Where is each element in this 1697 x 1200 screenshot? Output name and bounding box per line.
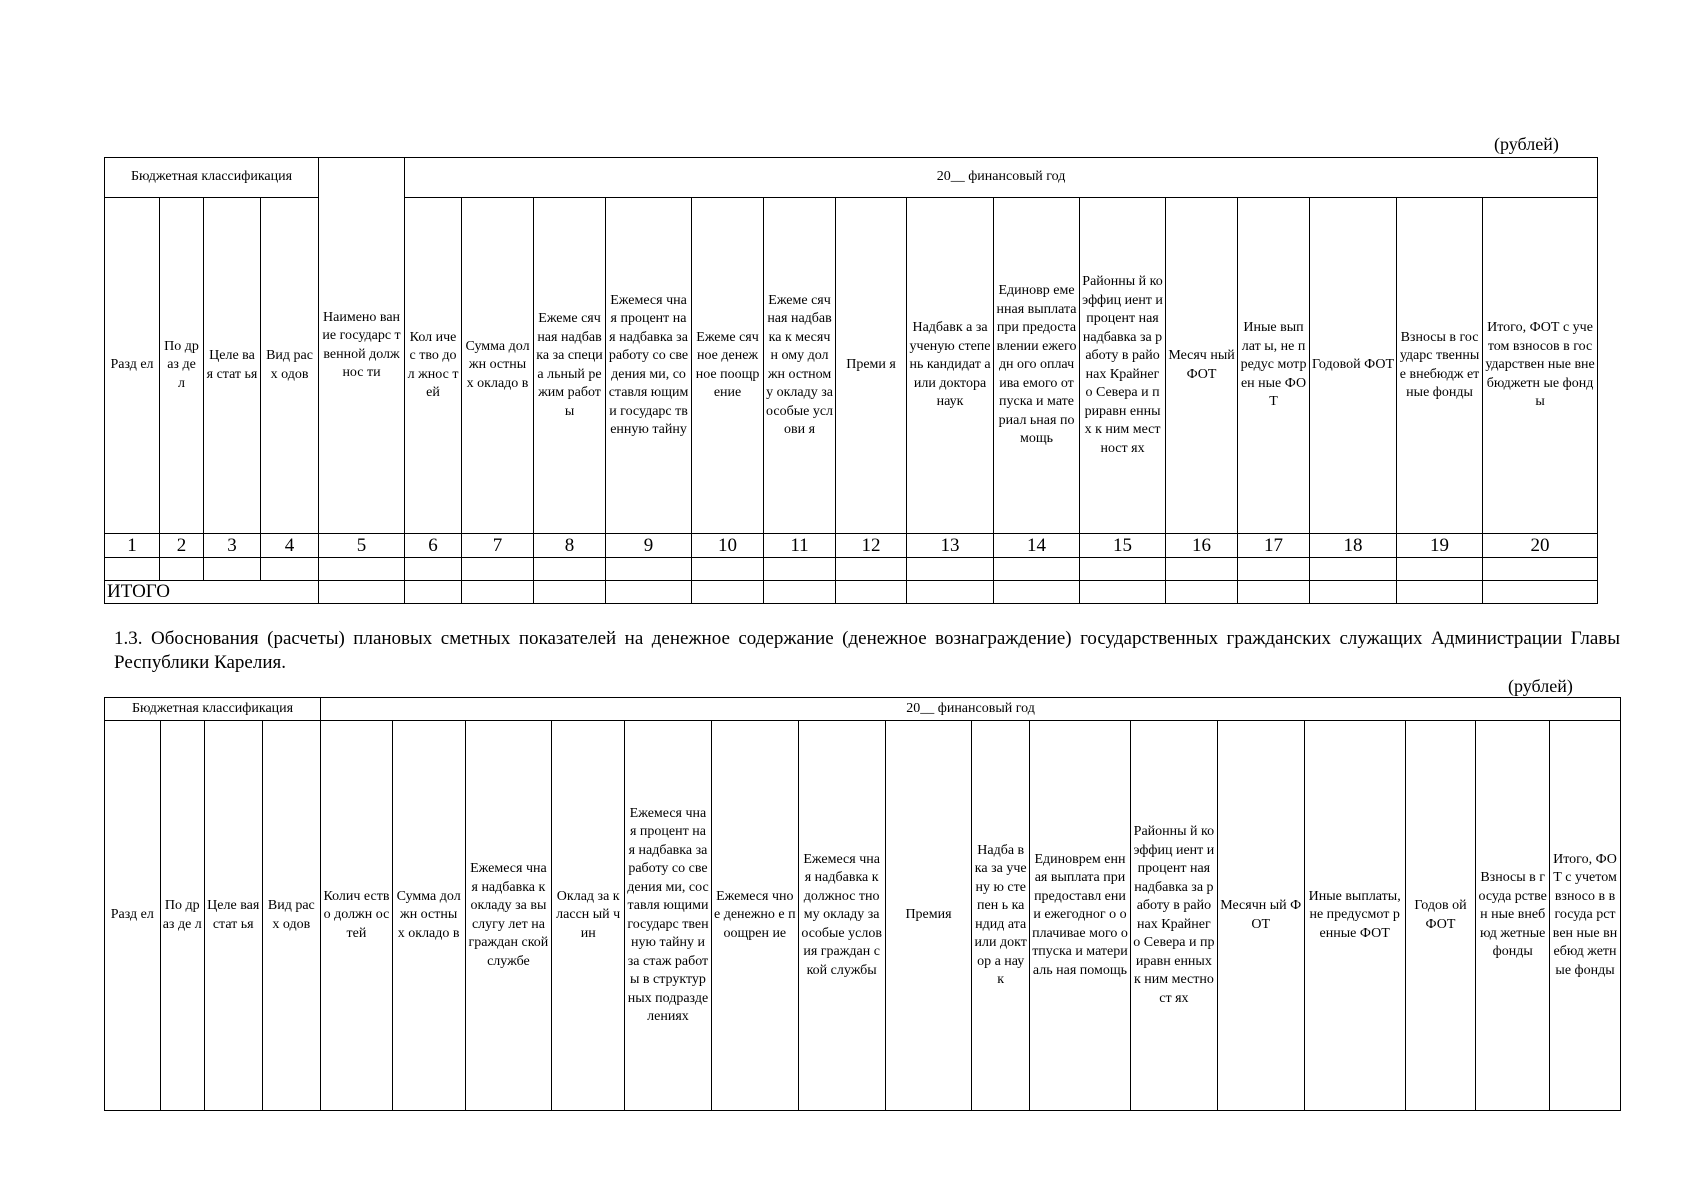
empty-cell bbox=[1238, 558, 1310, 581]
budget-classification-header: Бюджетная классификация bbox=[105, 158, 319, 198]
empty-cell bbox=[1238, 581, 1310, 604]
table-row-total bbox=[105, 581, 1598, 604]
empty-cell bbox=[319, 581, 405, 604]
col-header-18: Годовой ФОТ bbox=[1310, 198, 1397, 534]
col-header-20: Итого, ФОТ с учетом взносо в в госуда рствен ные внебюд жетные фонды bbox=[1550, 721, 1621, 1111]
fiscal-year-header: 20__ финансовый год bbox=[405, 158, 1598, 198]
col-number: 5 bbox=[319, 534, 405, 558]
col-number: 8 bbox=[534, 534, 606, 558]
empty-cell bbox=[534, 581, 606, 604]
col-header-5: Колич ество должн остей bbox=[321, 721, 393, 1111]
col-header-10: Ежеме сячное денеж ное поощр ение bbox=[692, 198, 764, 534]
col-header-15: Районны й коэффиц иент и процент ная надбавка за работу в районах Крайнег о Севера и приравн енных к ним местност ях bbox=[1130, 721, 1217, 1111]
empty-cell bbox=[1310, 558, 1397, 581]
col-number: 11 bbox=[764, 534, 836, 558]
col-header-16: Месячн ый ФОТ bbox=[1217, 721, 1304, 1111]
col-number: 3 bbox=[204, 534, 261, 558]
empty-cell bbox=[836, 581, 907, 604]
table-civil-servants-pay bbox=[104, 697, 1621, 1111]
col-header-12: Преми я bbox=[836, 198, 907, 534]
empty-cell bbox=[405, 558, 462, 581]
col-number: 2 bbox=[160, 534, 204, 558]
empty-cell bbox=[1397, 558, 1483, 581]
empty-cell bbox=[462, 581, 534, 604]
empty-cell bbox=[907, 581, 994, 604]
empty-cell bbox=[534, 558, 606, 581]
empty-cell bbox=[105, 558, 160, 581]
col-header-17: Иные выплаты, не предусмот ренные ФОТ bbox=[1304, 721, 1405, 1111]
col-number: 13 bbox=[907, 534, 994, 558]
col-header-11: Ежеме сячная надбав ка к месячн ому должн остном у окладу за особые услови я bbox=[764, 198, 836, 534]
empty-cell bbox=[1483, 558, 1598, 581]
col-number: 20 bbox=[1483, 534, 1598, 558]
col-header-7: Ежемеся чная надбавка к окладу за выслугу лет на граждан ской службе bbox=[465, 721, 552, 1111]
col-number: 7 bbox=[462, 534, 534, 558]
col-number: 9 bbox=[606, 534, 692, 558]
col-header-2: По др аз де л bbox=[160, 721, 204, 1111]
empty-cell bbox=[606, 558, 692, 581]
total-label: ИТОГО bbox=[105, 581, 319, 604]
col-number: 18 bbox=[1310, 534, 1397, 558]
col-number: 14 bbox=[994, 534, 1080, 558]
col-header-1: Разд ел bbox=[105, 198, 160, 534]
col-header-1: Разд ел bbox=[105, 721, 161, 1111]
empty-cell bbox=[261, 558, 319, 581]
col-header-3: Целе вая стат ья bbox=[204, 721, 262, 1111]
empty-cell bbox=[160, 558, 204, 581]
col-header-18: Годов ой ФОТ bbox=[1405, 721, 1476, 1111]
col-number: 15 bbox=[1080, 534, 1166, 558]
empty-cell bbox=[836, 558, 907, 581]
empty-cell bbox=[1483, 581, 1598, 604]
col-header-3: Целе вая стат ья bbox=[204, 198, 261, 534]
col-header-10: Ежемеся чное денежно е поощрен ие bbox=[711, 721, 798, 1111]
col-header-6: Кол ичес тво дол жнос тей bbox=[405, 198, 462, 534]
col-header-4: Вид расх одов bbox=[262, 721, 321, 1111]
col-header-15: Районны й коэффиц иент и процент ная надбавка за работу в районах Крайнег о Севера и приравн енных к ним местност ях bbox=[1080, 198, 1166, 534]
col-header-8: Оклад за классн ый чин bbox=[552, 721, 625, 1111]
col-header-14: Единовр еменная выплата при предоста влении ежегодн ого оплачива емого отпуска и материал ьная помощь bbox=[994, 198, 1080, 534]
empty-cell bbox=[692, 581, 764, 604]
col-header-5: Наимено вание государс твенной должнос ти bbox=[319, 158, 405, 534]
col-header-6: Сумма должн остны х окладо в bbox=[392, 721, 465, 1111]
empty-cell bbox=[1080, 581, 1166, 604]
col-header-11: Ежемеся чная надбавка к должнос тному окладу за особые условия граждан ской службы bbox=[798, 721, 885, 1111]
empty-cell bbox=[462, 558, 534, 581]
empty-cell bbox=[1310, 581, 1397, 604]
col-number: 10 bbox=[692, 534, 764, 558]
empty-cell bbox=[692, 558, 764, 581]
col-header-13: Надба вка за учену ю степен ь кандид ата или доктор а наук bbox=[972, 721, 1030, 1111]
col-header-19: Взносы в государс твенные внебюдж етные фонды bbox=[1397, 198, 1483, 534]
empty-cell bbox=[405, 581, 462, 604]
col-header-17: Иные выплат ы, не предус мотрен ные ФОТ bbox=[1238, 198, 1310, 534]
col-header-14: Единоврем енная выплата при предоставл ении ежегодног о оплачивае мого отпуска и материаль ная помощь bbox=[1029, 721, 1130, 1111]
col-number: 12 bbox=[836, 534, 907, 558]
empty-cell bbox=[606, 581, 692, 604]
empty-cell bbox=[994, 581, 1080, 604]
empty-cell bbox=[1166, 581, 1238, 604]
col-header-12: Премия bbox=[885, 721, 972, 1111]
col-header-16: Месяч ный ФОТ bbox=[1166, 198, 1238, 534]
col-header-2: По др аз де л bbox=[160, 198, 204, 534]
empty-cell bbox=[994, 558, 1080, 581]
col-number: 6 bbox=[405, 534, 462, 558]
col-header-7: Сумма должн остны х окладо в bbox=[462, 198, 534, 534]
fiscal-year-header: 20__ финансовый год bbox=[321, 698, 1621, 721]
empty-cell bbox=[1397, 581, 1483, 604]
unit-label-table1: (рублей) bbox=[1494, 134, 1559, 154]
table-fot-positions bbox=[104, 157, 1598, 604]
col-header-9: Ежемеся чная процент ная надбавка за работу со сведения ми, составля ющими государс твенную тайну bbox=[606, 198, 692, 534]
col-header-19: Взносы в госуда рствен ные внебюд жетные фонды bbox=[1476, 721, 1550, 1111]
unit-label-table2: (рублей) bbox=[1508, 676, 1573, 696]
col-number: 1 bbox=[105, 534, 160, 558]
col-number: 4 bbox=[261, 534, 319, 558]
col-number: 16 bbox=[1166, 534, 1238, 558]
col-header-13: Надбавк а за ученую степень кандидат а или доктора наук bbox=[907, 198, 994, 534]
table-row-empty bbox=[105, 558, 1598, 581]
section-title: 1.3. Обоснования (расчеты) плановых сметных показателей на денежное содержание (денежное вознаграждение) государственных гражданских служащих Администрации Главы Республики Карелия. bbox=[114, 628, 1620, 673]
empty-cell bbox=[1166, 558, 1238, 581]
budget-classification-header: Бюджетная классификация bbox=[105, 698, 321, 721]
col-header-4: Вид расх одов bbox=[261, 198, 319, 534]
empty-cell bbox=[1080, 558, 1166, 581]
col-header-9: Ежемеся чная процент ная надбавка за работу со сведения ми, составля ющими государс твенную тайну и за стаж работы в структур ных подразде лениях bbox=[625, 721, 712, 1111]
empty-cell bbox=[764, 558, 836, 581]
col-header-20: Итого, ФОТ с учетом взносов в государствен ные внебюджетн ые фонды bbox=[1483, 198, 1598, 534]
col-header-8: Ежеме сячная надбав ка за специа льный режим работы bbox=[534, 198, 606, 534]
col-number: 17 bbox=[1238, 534, 1310, 558]
col-number: 19 bbox=[1397, 534, 1483, 558]
empty-cell bbox=[204, 558, 261, 581]
empty-cell bbox=[907, 558, 994, 581]
empty-cell bbox=[764, 581, 836, 604]
empty-cell bbox=[319, 558, 405, 581]
